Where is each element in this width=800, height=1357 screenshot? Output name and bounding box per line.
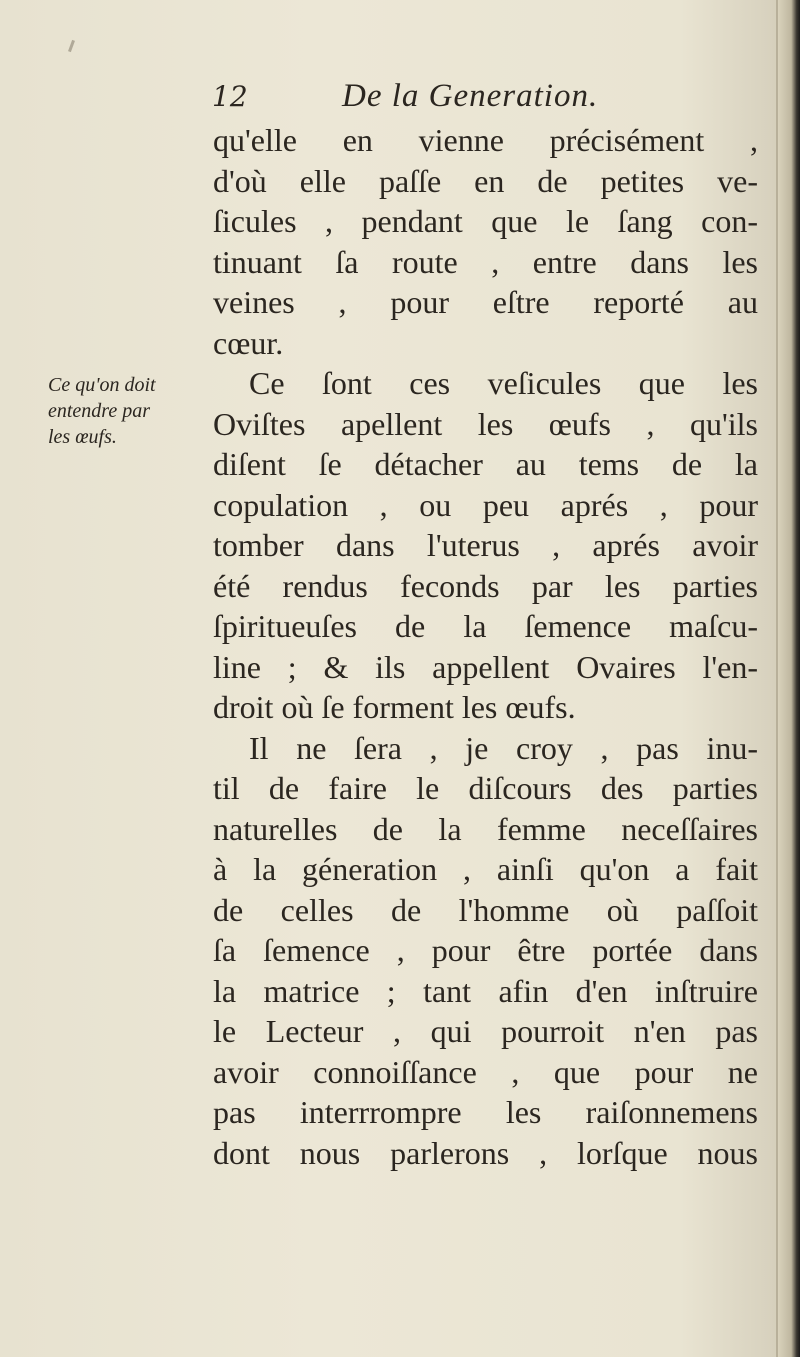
margin-note-line: les œufs. <box>48 426 117 448</box>
text-line: Ce ſont ces veſicules que les <box>249 365 758 401</box>
text-line: tomber dans l'uterus , aprés avoir <box>213 527 758 563</box>
text-line: dont nous parlerons , lorſque nous <box>213 1134 758 1171</box>
text-line: été rendus feconds par les parties <box>213 567 758 604</box>
text-line: de celles de l'homme où paſſoit <box>213 891 758 928</box>
body-text <box>213 120 758 1173</box>
text-line: line ; & ils appellent Ovaires l'en- <box>213 648 758 685</box>
text-line: le Lecteur , qui pourroit n'en pas <box>213 1013 758 1049</box>
text-line: cœur. <box>213 324 284 361</box>
margin-note-line: entendre par <box>48 400 151 422</box>
page-number: 12 <box>212 80 248 113</box>
text-line: til de faire le diſcours des parties <box>213 770 758 806</box>
margin-note <box>48 372 213 450</box>
text-line: qu'elle en vienne précisément , <box>213 122 758 158</box>
text-line: à la géneration , ainſi qu'on a fait <box>213 851 758 887</box>
text-line: veines , pour eſtre reporté au <box>213 284 758 320</box>
text-line: diſent ſe détacher au tems de la <box>213 446 758 482</box>
ink-mark <box>68 40 75 52</box>
text-line: ſa ſemence , pour être portée dans <box>213 932 758 968</box>
running-header <box>212 78 772 118</box>
text-line: avoir connoiſſance , que pour ne <box>213 1053 758 1090</box>
text-line: ſicules , pendant que le ſang con- <box>213 203 758 239</box>
text-line: tinuant ſa route , entre dans les <box>213 243 758 280</box>
text-line: copulation , ou peu aprés , pour <box>213 486 758 523</box>
text-line: d'où elle paſſe en de petites ve- <box>213 162 758 199</box>
text-line: pas interrrompre les raiſonnemens <box>213 1094 758 1130</box>
text-line: naturelles de la femme neceſſaires <box>213 810 758 847</box>
running-title: De la Generation. <box>342 78 599 114</box>
text-line: Il ne ſera , je croy , pas inu- <box>249 729 758 766</box>
text-line: la matrice ; tant afin d'en inſtruire <box>213 972 758 1009</box>
text-line: ſpiritueuſes de la ſemence maſcu- <box>213 608 758 644</box>
text-line: droit où ſe forment les œufs. <box>213 689 576 725</box>
margin-note-line: Ce qu'on doit <box>48 374 156 396</box>
page-edge-shadow <box>778 0 800 1357</box>
text-line: Oviſtes apellent les œufs , qu'ils <box>213 405 758 442</box>
